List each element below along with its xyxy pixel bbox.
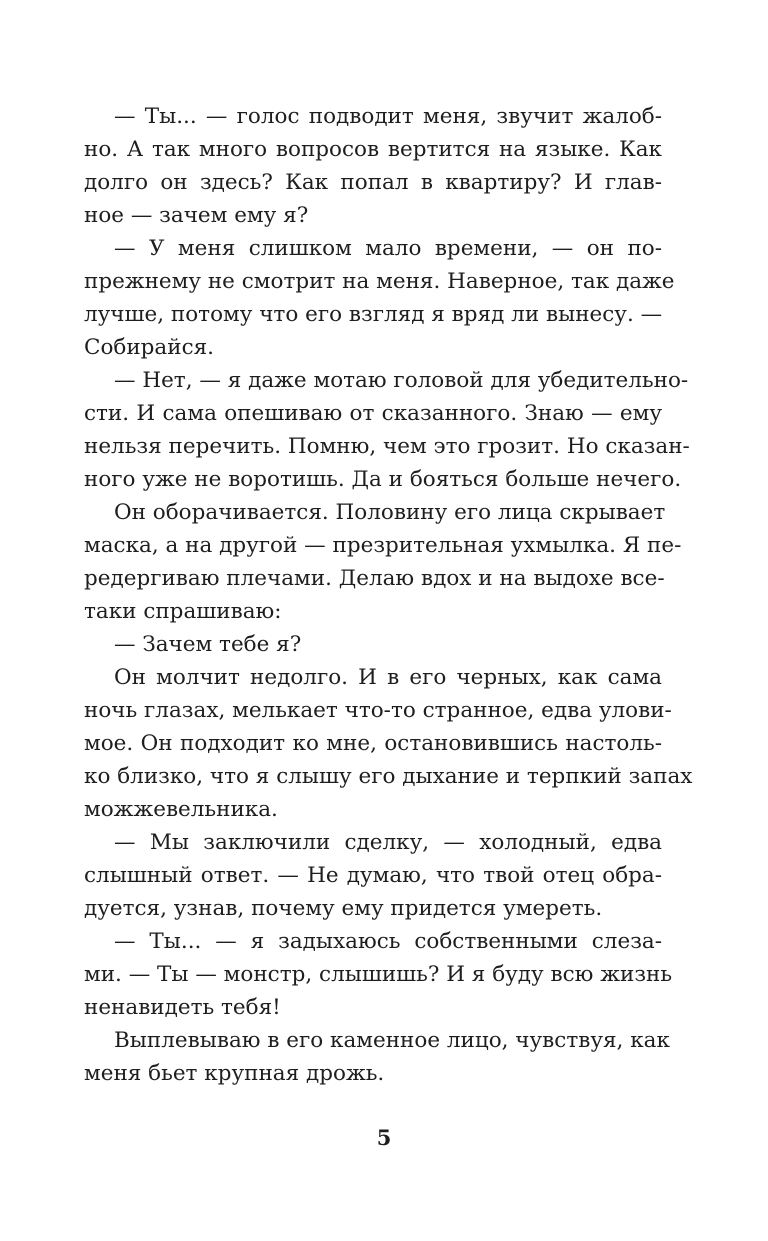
paragraph-7 <box>84 826 662 925</box>
text-line: ночь глазах, мелькает что-то странное, едва улови- <box>84 698 672 723</box>
paragraph-4 <box>84 496 682 628</box>
paragraph-3 <box>84 364 690 496</box>
text-line: мое. Он подходит ко мне, остановившись настоль- <box>84 731 662 756</box>
paragraph-5 <box>84 628 662 661</box>
text-line: Он молчит недолго. И в его черных, как сама <box>114 665 662 690</box>
text-line: Собирайся. <box>84 335 215 360</box>
text-line: — Нет, — я даже мотаю головой для убедительно- <box>114 368 689 393</box>
text-line: можжевельника. <box>84 797 278 822</box>
text-line: сти. И сама опешиваю от сказанного. Знаю — ему <box>84 401 662 426</box>
text-line: — Ты... — я задыхаюсь собственными слеза- <box>114 929 662 954</box>
page-number: 5 <box>376 1125 392 1150</box>
paragraph-8 <box>84 925 673 1024</box>
text-line: нельзя перечить. Помню, чем это грозит. Но сказан- <box>84 434 690 459</box>
text-line: редергиваю плечами. Делаю вдох и на выдохе все- <box>84 566 665 591</box>
text-line: лучше, потому что его взгляд я вряд ли вынесу. — <box>84 302 663 327</box>
paragraph-2 <box>84 232 675 364</box>
text-line: долго он здесь? Как попал в квартиру? И глав- <box>84 170 662 195</box>
paragraph-9 <box>84 1024 670 1090</box>
text-line: таки спрашиваю: <box>84 599 282 624</box>
book-page-text <box>84 100 693 1090</box>
text-line: ми. — Ты — монстр, слышишь? И я буду всю жизнь <box>84 962 673 987</box>
text-line: дуется, узнав, почему ему придется умереть. <box>84 896 603 921</box>
text-line: Выплевываю в его каменное лицо, чувствуя, как <box>114 1028 670 1053</box>
text-line: — Мы заключили сделку, — холодный, едва <box>114 830 662 855</box>
text-line: Он оборачивается. Половину его лица скрывает <box>114 500 666 525</box>
text-line: — Ты... — голос подводит меня, звучит жалоб- <box>114 104 662 129</box>
text-line: ненавидеть тебя! <box>84 995 281 1020</box>
text-line: меня бьет крупная дрожь. <box>84 1061 385 1086</box>
text-line: прежнему не смотрит на меня. Наверное, так даже <box>84 269 675 294</box>
text-line: ное — зачем ему я? <box>84 203 309 228</box>
text-line: слышный ответ. — Не думаю, что твой отец обра- <box>84 863 662 888</box>
text-line: ко близко, что я слышу его дыхание и терпкий запах <box>84 764 693 789</box>
text-line: — Зачем тебе я? <box>114 632 302 657</box>
text-line: — У меня слишком мало времени, — он по- <box>114 236 662 261</box>
paragraph-1 <box>84 100 662 232</box>
text-line: ного уже не воротишь. Да и бояться больше нечего. <box>84 467 682 492</box>
text-line: маска, а на другой — презрительная ухмылка. Я пе- <box>84 533 682 558</box>
text-line: но. А так много вопросов вертится на языке. Как <box>84 137 662 162</box>
paragraph-6 <box>84 661 693 826</box>
